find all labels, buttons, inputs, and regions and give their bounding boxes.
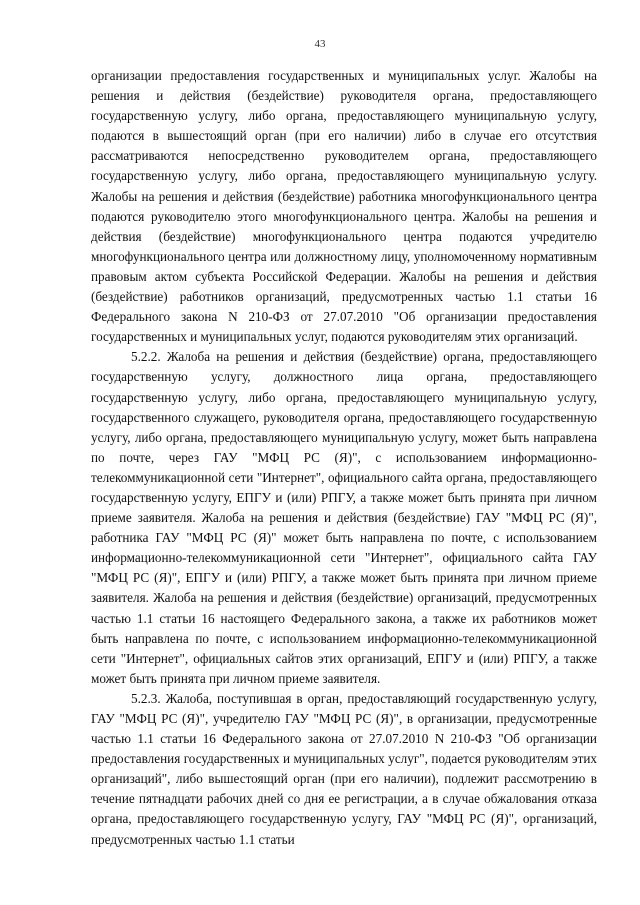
document-body <box>91 66 597 850</box>
page-number: 43 <box>314 38 326 50</box>
paragraph-continuation: организации предоставления государственных и муниципальных услуг. Жалобы на решения и действия (бездействие) руководителя органа, предоставляющего государственную услугу, либо органа, предоставляющего муниципальную услугу, подаются в вышестоящий орган (при его наличии) либо в случае его отсутствия рассматриваются непосредственно руководителем органа, предоставляющего государственную услугу, либо органа, предоставляющего муниципальную услугу. Жалобы на решения и действия (бездействие) работника многофункционального центра подаются руководителю этого многофункционального центра. Жалобы на решения и действия (бездействие) многофункционального центра подаются учредителю многофункционального центра или должностному лицу, уполномоченному нормативным правовым актом субъекта Российской Федерации. Жалобы на решения и действия (бездействие) работников организаций, предусмотренных частью 1.1 статьи 16 Федерального закона N 210-ФЗ от 27.07.2010 "Об организации предоставления государственных и муниципальных услуг, подаются руководителям этих организаций. <box>91 68 597 345</box>
paragraph-5-2-2: 5.2.2. Жалоба на решения и действия (бездействие) органа, предоставляющего государственную услугу, должностного лица органа, предоставляющего государственную услугу, либо органа, предоставляющего муниципальную услугу, государственного служащего, руководителя органа, предоставляющего государственную услугу, либо органа, предоставляющего муниципальную услугу, может быть направлена по почте, через ГАУ "МФЦ РС (Я)", с использованием информационно-телекоммуникационной сети "Интернет", официального сайта органа, предоставляющего государственную услугу, ЕПГУ и (или) РПГУ, а также может быть принята при личном приеме заявителя. Жалоба на решения и действия (бездействие) ГАУ "МФЦ РС (Я)", работника ГАУ "МФЦ РС (Я)" может быть направлена по почте, с использованием информационно-телекоммуникационной сети "Интернет", официального сайта ГАУ "МФЦ РС (Я)", ЕПГУ и (или) РПГУ, а также может быть принята при личном приеме заявителя. Жалоба на решения и действия (бездействие) организаций, предусмотренных частью 1.1 статьи 16 настоящего Федерального закона, а также их работников может быть направлена по почте, с использованием информационно-телекоммуникационной сети "Интернет", официальных сайтов этих организаций, ЕПГУ и (или) РПГУ, а также может быть принята при личном приеме заявителя. <box>91 349 597 686</box>
paragraph-5-2-3: 5.2.3. Жалоба, поступившая в орган, предоставляющий государственную услугу, ГАУ "МФЦ РС (Я)", учредителю ГАУ "МФЦ РС (Я)", в организации, предусмотренные частью 1.1 статьи 16 Федерального закона от 27.07.2010 N 210-ФЗ "Об организации предоставления государственных и муниципальных услуг", подается руководителям этих организаций", либо вышестоящий орган (при его наличии), подлежит рассмотрению в течение пятнадцати рабочих дней со дня ее регистрации, а в случае обжалования отказа органа, предоставляющего государственную услугу, ГАУ "МФЦ РС (Я)", организаций, предусмотренных частью 1.1 статьи <box>91 690 597 847</box>
